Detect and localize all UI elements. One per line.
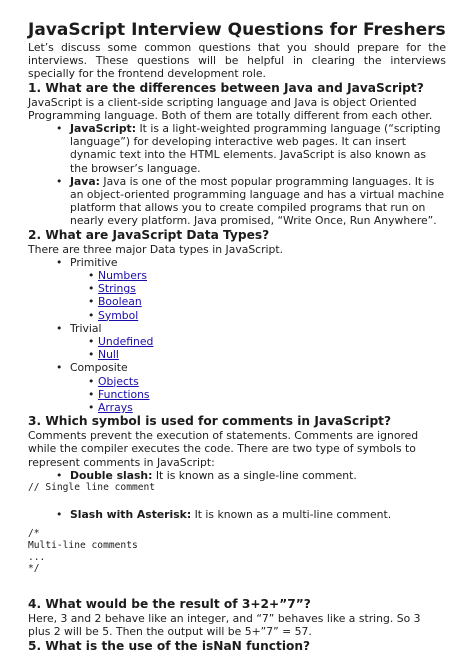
desc-javascript: It is a light-weighted programming language (“scripting language”) for developing interactive web pages. It can insert dynamic text into the HTML elements. JavaScript is also known as the browser’s language. xyxy=(70,122,441,175)
list-item xyxy=(98,375,446,388)
group-label: Trivial xyxy=(70,321,102,335)
term-slash-asterisk: Slash with Asterisk: xyxy=(70,507,192,521)
page-title: JavaScript Interview Questions for Freshers xyxy=(28,20,446,40)
list-item xyxy=(98,401,446,414)
link-null[interactable]: Null xyxy=(98,348,119,362)
term-java: Java: xyxy=(70,174,100,188)
list-item xyxy=(70,508,446,521)
list-item xyxy=(70,175,446,228)
desc-slash-asterisk: It is known as a multi-line comment. xyxy=(191,507,392,521)
link-boolean[interactable]: Boolean xyxy=(98,295,142,309)
question-2-text: There are three major Data types in JavaScript. xyxy=(28,242,284,256)
question-1-heading: 1. What are the differences between Java and JavaScript? xyxy=(28,80,424,95)
comment-types-list-2 xyxy=(28,508,446,521)
link-objects[interactable]: Objects xyxy=(98,374,139,388)
list-item xyxy=(70,469,446,482)
question-5-heading: 5. What is the use of the isNaN function? xyxy=(28,638,311,653)
java-vs-js-list xyxy=(28,122,446,228)
group-label: Primitive xyxy=(70,255,118,269)
question-1-text: JavaScript is a client-side scripting language and Java is object Oriented Programming language. Both of them are totally different from each other. xyxy=(28,95,433,122)
question-2-heading: 2. What are JavaScript Data Types? xyxy=(28,227,270,242)
link-undefined[interactable]: Undefined xyxy=(98,335,154,349)
list-item xyxy=(98,295,446,308)
question-3-heading: 3. Which symbol is used for comments in JavaScript? xyxy=(28,414,392,429)
list-item xyxy=(98,269,446,282)
question-4-text: Here, 3 and 2 behave like an integer, and “7” behaves like a string. So 3 plus 2 will be 5. Then the output will be 5+”7” = 57. xyxy=(28,612,421,639)
link-symbol[interactable]: Symbol xyxy=(98,308,139,322)
link-functions[interactable]: Functions xyxy=(98,387,150,401)
group-label: Composite xyxy=(70,361,128,375)
list-item xyxy=(98,388,446,401)
desc-double-slash: It is known as a single-line comment. xyxy=(152,468,357,482)
group-primitive xyxy=(70,256,446,322)
term-javascript: JavaScript: xyxy=(70,122,137,136)
link-arrays[interactable]: Arrays xyxy=(98,401,133,415)
link-numbers[interactable]: Numbers xyxy=(98,269,147,283)
list-item xyxy=(98,282,446,295)
desc-java: Java is one of the most popular programming languages. It is an object-oriented programming language and has a virtual machine platform that allows you to create compiled programs that run on nearly every platform. Java promised, “Write Once, Run Anywhere”. xyxy=(70,174,445,228)
code-multi-line: /* Multi-line comments ... */ xyxy=(28,528,138,575)
question-4-heading: 4. What would be the result of 3+2+”7”? xyxy=(28,597,311,612)
question-3-text: Comments prevent the execution of statements. Comments are ignored while the compiler executes the code. There are two type of symbols to represent comments in JavaScript: xyxy=(28,429,419,469)
code-single-line: // Single line comment xyxy=(28,482,156,494)
term-double-slash: Double slash: xyxy=(70,468,153,482)
group-composite xyxy=(70,361,446,414)
link-strings[interactable]: Strings xyxy=(98,282,136,296)
list-item xyxy=(70,122,446,175)
list-item xyxy=(98,335,446,348)
comment-types-list-1 xyxy=(28,469,446,482)
list-item xyxy=(98,309,446,322)
data-types-list xyxy=(28,256,446,414)
group-trivial xyxy=(70,322,446,362)
intro-paragraph: Let’s discuss some common questions that you should prepare for the interviews. These questions will be helpful in clearing the interviews specially for the frontend development role. xyxy=(28,41,446,81)
list-item xyxy=(98,348,446,361)
